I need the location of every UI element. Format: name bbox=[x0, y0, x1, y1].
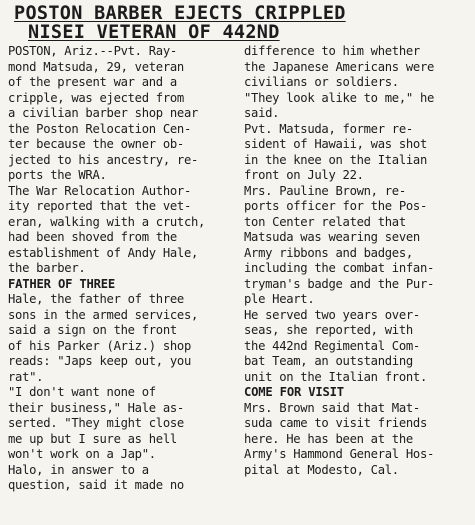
subheading: FATHER OF THREE bbox=[8, 276, 116, 291]
paragraph: He served two years over- seas, she reported, with the 442nd Regimental Com- bat Team, an outstanding unit on the Italian front. bbox=[244, 307, 427, 384]
paragraph: Halo, in answer to a question, said it made no bbox=[8, 462, 184, 492]
subheading: COME FOR VISIT bbox=[244, 385, 344, 399]
headline bbox=[8, 2, 469, 42]
headline-line-2: NISEI VETERAN OF 442ND bbox=[28, 22, 280, 43]
paragraph: difference to him whether the Japanese Americans were civilians or soldiers. "They look alike to me," he said. bbox=[244, 44, 435, 120]
paragraph: Pvt. Matsuda, former re- sident of Hawaii, was shot in the knee on the Italian front on July 22. bbox=[244, 121, 427, 182]
paragraph: Mrs. Brown said that Mat- suda came to visit friends here. He has been at the Army's Hammond General Hos- pital at Modesto, Cal. bbox=[244, 400, 435, 477]
article-columns bbox=[8, 44, 469, 494]
paragraph: The War Relocation Author- ity reported that the vet- eran, walking with a crutch, had been shoved from the establishment of Andy Hale, the barber. bbox=[8, 183, 206, 275]
headline-line-1: POSTON BARBER EJECTS CRIPPLED bbox=[14, 3, 346, 24]
paragraph: POSTON, Ariz.--Pvt. Ray- mond Matsuda, 29, veteran of the present war and a cripple, was ejected from a civilian barber shop near the Poston Relocation Cen- ter because the owner ob- jected to his ancestry, re- ports the WRA. bbox=[8, 44, 199, 182]
paragraph: Hale, the father of three sons in the armed services, said a sign on the front of his Parker (Ariz.) shop reads: "Japs keep out, you rat". bbox=[8, 292, 199, 384]
paragraph: Mrs. Pauline Brown, re- ports officer for the Pos- ton Center related that Matsuda was wearing seven Army ribbons and badges, including the combat infan- tryman's badge and the Pur- ple Heart. bbox=[244, 183, 435, 306]
right-column bbox=[244, 44, 468, 494]
paragraph: "I don't want none of their business," Hale as- serted. "They might close me up but I sure as hell won't work on a Jap". bbox=[8, 385, 184, 461]
left-column bbox=[8, 44, 232, 494]
